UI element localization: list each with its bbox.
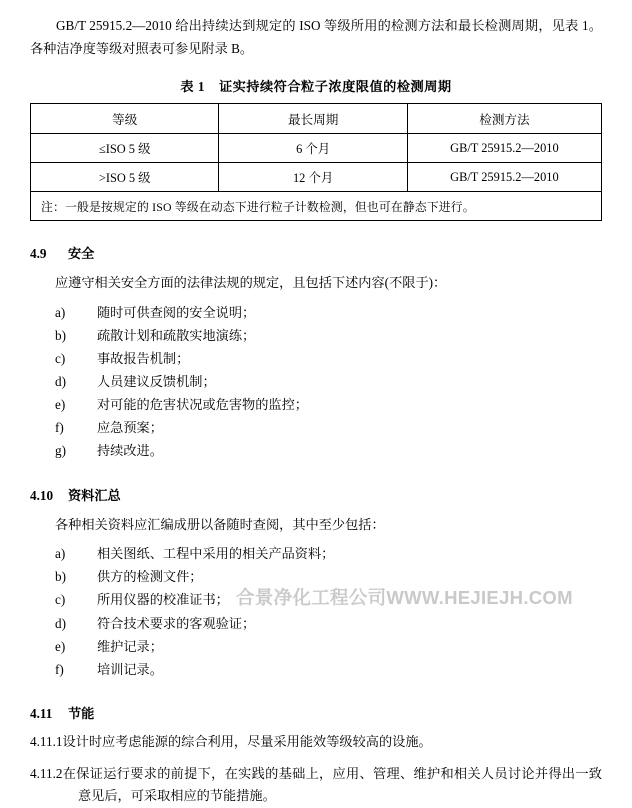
list-text: 供方的检测文件； [97, 569, 203, 585]
table-header-grade: 等级 [31, 104, 219, 134]
list-marker: b) [55, 569, 66, 585]
table-note-row [31, 192, 602, 221]
cell-period: 6 个月 [219, 134, 407, 163]
table-caption-title: 证实持续符合粒子浓度限值的检测周期 [218, 79, 452, 95]
section-number: 4.9 [30, 246, 47, 262]
list-marker: f) [55, 661, 64, 677]
list-item [55, 439, 632, 462]
section-title: 节能 [68, 705, 95, 721]
paragraph-index: 4.11.1 [30, 733, 63, 749]
paragraph-index: 4.11.2 [30, 765, 63, 781]
list-item [55, 416, 632, 439]
list-item [55, 542, 632, 565]
paragraph-text: 设计时应考虑能源的综合利用，尽量采用能效等级较高的设施。 [62, 733, 432, 749]
section-4-9-list [0, 301, 632, 463]
list-text: 相关图纸、工程中采用的相关产品资料； [97, 546, 335, 562]
section-heading-4-11 [30, 703, 632, 722]
list-marker: c) [55, 351, 66, 367]
list-marker: b) [55, 327, 66, 343]
watermark: 合景净化工程公司WWW.HEJIEJH.COM [236, 587, 573, 608]
list-marker: d) [55, 374, 66, 390]
list-item [55, 370, 632, 393]
list-text: 符合技术要求的客观验证； [97, 615, 256, 631]
intro-text: GB/T 25915.2—2010 给出持续达到规定的 ISO 等级所用的检测方法和最长检测周期，见表 1。各种洁净度等级对照表可参见附录 B。 [30, 18, 602, 57]
section-number: 4.10 [30, 487, 54, 503]
paragraph-text: 在保证运行要求的前提下，在实践的基础上，应用、管理、维护和相关人员讨论并得出一致意见后，可采取相应的节能措施。 [62, 765, 602, 804]
list-marker: e) [55, 397, 66, 413]
list-text: 应急预案； [97, 420, 163, 436]
list-text: 持续改进。 [97, 443, 163, 459]
section-4-10-lead: 各种相关资料应汇编成册以备随时查阅，其中至少包括： [55, 516, 385, 532]
section-heading-4-10 [30, 485, 632, 504]
list-text: 所用仪器的校准证书； [97, 592, 229, 608]
section-4-9-lead: 应遵守相关安全方面的法律法规的规定，且包括下述内容(不限于)： [55, 275, 447, 291]
section-title: 安全 [68, 246, 95, 262]
cell-method: GB/T 25915.2—2010 [407, 163, 601, 192]
list-text: 事故报告机制； [97, 351, 190, 367]
list-item [55, 565, 632, 588]
list-item [55, 612, 632, 635]
numbered-paragraph-4-11-2 [30, 763, 602, 808]
list-item [55, 347, 632, 370]
list-item [55, 324, 632, 347]
table-note: 注：一般是按规定的 ISO 等级在动态下进行粒子计数检测，但也可在静态下进行。 [31, 192, 602, 221]
inspection-period-table [30, 103, 602, 221]
table-row [31, 134, 602, 163]
numbered-paragraph-4-11-1 [30, 731, 602, 754]
list-text: 培训记录。 [97, 661, 163, 677]
section-4-10-list [0, 542, 632, 681]
list-marker: a) [55, 304, 66, 320]
intro-paragraph [30, 14, 602, 60]
list-marker: a) [55, 546, 66, 562]
list-item [55, 635, 632, 658]
table-header-period: 最长周期 [219, 104, 407, 134]
table-caption [0, 76, 632, 95]
list-text: 人员建议反馈机制； [97, 374, 216, 390]
section-title: 资料汇总 [68, 487, 121, 503]
list-item [55, 588, 632, 611]
list-text: 对可能的危害状况或危害物的监控； [97, 397, 308, 413]
cell-grade: >ISO 5 级 [31, 163, 219, 192]
list-marker: d) [55, 615, 66, 631]
table-row [31, 163, 602, 192]
list-text: 疏散计划和疏散实地演练； [97, 327, 256, 343]
list-text: 随时可供查阅的安全说明； [97, 304, 256, 320]
cell-period: 12 个月 [219, 163, 407, 192]
cell-grade: ≤ISO 5 级 [31, 134, 219, 163]
list-item [55, 393, 632, 416]
list-marker: g) [55, 443, 66, 459]
table-header-row [31, 104, 602, 134]
list-marker: e) [55, 638, 66, 654]
section-number: 4.11 [30, 705, 53, 721]
list-marker: f) [55, 420, 64, 436]
document-page [0, 14, 632, 804]
table-caption-number: 表 1 [180, 79, 205, 95]
table-header-method: 检测方法 [407, 104, 601, 134]
list-text: 维护记录； [97, 638, 163, 654]
list-item [55, 301, 632, 324]
list-item [55, 658, 632, 681]
cell-method: GB/T 25915.2—2010 [407, 134, 601, 163]
list-marker: c) [55, 592, 66, 608]
section-heading-4-9 [30, 243, 632, 262]
